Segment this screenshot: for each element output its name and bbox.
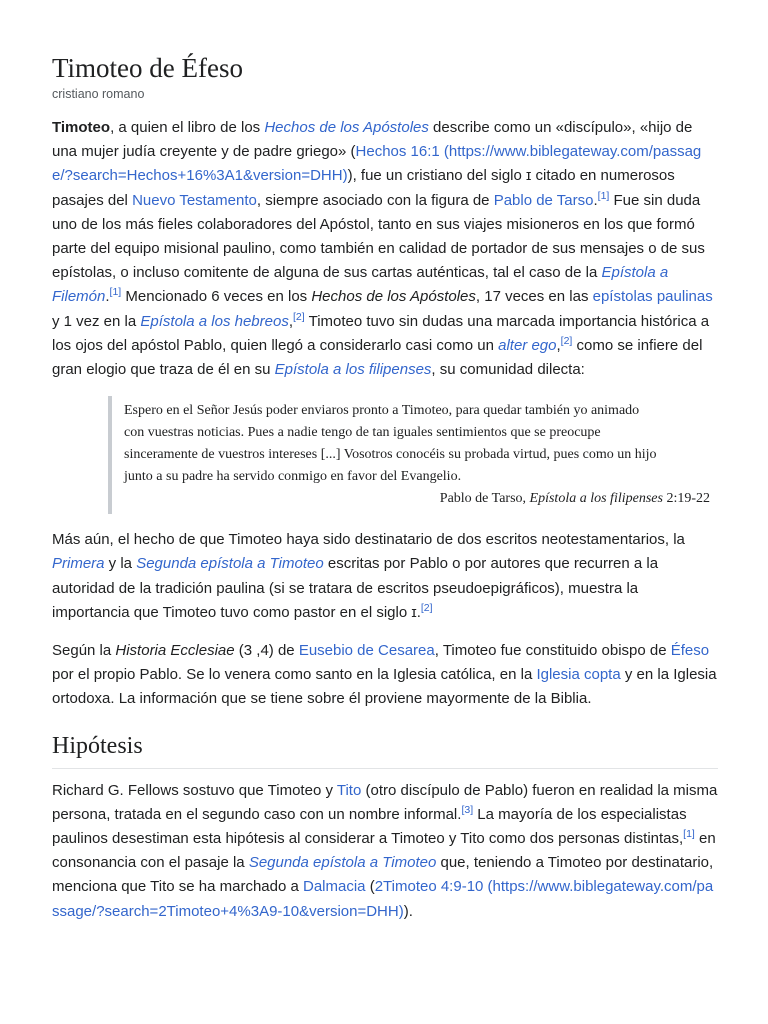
link-dalmacia[interactable]: Dalmacia: [303, 878, 366, 896]
article: [52, 52, 718, 924]
link-hechos-apostoles[interactable]: Hechos de los Apóstoles: [264, 119, 429, 136]
ref-1[interactable]: [1]: [683, 828, 695, 841]
link-epistola-filemon[interactable]: Epístola a Filemón: [52, 264, 669, 306]
link-epistola-filipenses[interactable]: Epístola a los filipenses: [274, 361, 432, 379]
page-subtitle: cristiano romano: [52, 87, 145, 101]
paragraph-obispo: Según la Historia Ecclesiae (3 ,4) de Eusebio de Cesarea, Timoteo fue constituido obispo de Éfeso por el propio Pablo. Se lo venera como santo en la Iglesia católica, en la Iglesia copta y en la Iglesia ortodoxa. La información que se tiene sobre él proviene mayormente de la Biblia.: [52, 642, 717, 708]
paragraph-epistolas: Más aún, el hecho de que Timoteo haya sido destinatario de dos escritos neotestamentarios, la Primera y la Segunda epístola a Timoteo escritas por Pablo o por autores que recurren a la autoridad de la tradición paulina (si se tratara de escritos pseudoepigráficos), muestra la importancia que Timoteo tuvo como pastor en el siglo ɪ.[2]: [52, 531, 685, 621]
ref-1[interactable]: [1]: [597, 189, 610, 202]
link-iglesia-copta[interactable]: Iglesia copta: [536, 666, 621, 684]
intro-paragraph: Timoteo, a quien el libro de los Hechos de los Apóstoles describe como un «discípulo», «hijo de una mujer judía creyente y de padre griego» (Hechos 16:1 (https://www.biblegateway.com/passage/?search=Hechos+16%3A1&version=DHH)), fue un cristiano del siglo ɪ citado en numerosos pasajes del Nuevo Testamento, siempre asociado con la figura de Pablo de Tarso.[1] Fue sin duda uno de los más fieles colaboradores del Apóstol, tanto en sus viajes misioneros en los que formó parte del equipo misional paulino, como también en calidad de portador de sus mensajes o de sus epístolas, o incluso comitente de alguna de sus cartas auténticas, tal el caso de la Epístola a Filemón.[1] Mencionado 6 veces en los Hechos de los Apóstoles, 17 veces en las epístolas paulinas y 1 vez en la Epístola a los hebreos,[2] Timoteo tuvo sin dudas una marcada importancia histórica a los ojos del apóstol Pablo, quien llegó a considerarlo casi como un alter ego,[2] como se infiere del gran elogio que traza de él en su Epístola a los filipenses, su comunidad dilecta:: [52, 119, 713, 379]
ref-1[interactable]: [1]: [109, 286, 122, 299]
subject-name: Timoteo: [52, 119, 111, 136]
section-heading-hipotesis: Hipótesis: [52, 730, 718, 769]
paragraph-hipotesis: Richard G. Fellows sostuvo que Timoteo y Tito (otro discípulo de Pablo) fueron en realidad la misma persona, tratada en el segundo caso con un nombre informal.[3] La mayoría de los especialistas paulinos desestiman esta hipótesis al considerar a Timoteo y Tito como dos personas distintas,[1] en consonancia con el pasaje la Segunda epístola a Timoteo que, teniendo a Timoteo por destinatario, menciona que Tito se ha marchado a Dalmacia (2Timoteo 4:9-10 (https://www.biblegateway.com/passage/?search=2Timoteo+4%3A9-10&version=DHH)).: [52, 781, 718, 920]
quote-citation: Pablo de Tarso, Epístola a los filipenses 2:19-22: [439, 491, 710, 507]
link-epistolas-paulinas[interactable]: epístolas paulinas: [592, 288, 713, 306]
link-eusebio[interactable]: Eusebio de Cesarea: [298, 642, 435, 660]
quote-block: [108, 396, 718, 514]
link-efeso[interactable]: Éfeso: [670, 642, 710, 660]
ref-3[interactable]: [3]: [461, 803, 474, 816]
quote-text: Espero en el Señor Jesús poder enviaros pronto a Timoteo, para quedar también yo animado con vuestras noticias. Pues a nadie tengo de tan iguales sentimientos que se preocupe sinceramente de vuestros intereses [...] Vosotros conocéis su probada virtud, pues como un hijo junto a su padre ha servido conmigo en favor del Evangelio.: [124, 403, 657, 485]
link-nuevo-testamento[interactable]: Nuevo Testamento: [132, 191, 257, 209]
link-primera-epistola[interactable]: Primera: [52, 555, 105, 573]
link-epistola-hebreos[interactable]: Epístola a los hebreos: [140, 312, 289, 330]
ref-2[interactable]: [2]: [560, 334, 573, 347]
link-segunda-epistola[interactable]: Segunda epístola a Timoteo: [136, 555, 324, 573]
ref-2[interactable]: [2]: [420, 601, 433, 614]
ref-2[interactable]: [2]: [293, 310, 305, 323]
page-title: Timoteo de Éfeso: [52, 53, 243, 83]
link-segunda-epistola[interactable]: Segunda epístola a Timoteo: [248, 854, 437, 872]
link-hechos-16-1[interactable]: Hechos 16:1 (https://www.biblegateway.com/passage/?search=Hechos+16%3A1&version=DHH): [52, 143, 702, 185]
link-tito[interactable]: Tito: [336, 781, 362, 799]
link-pablo-de-tarso[interactable]: Pablo de Tarso: [493, 191, 594, 209]
link-alter-ego[interactable]: alter ego: [498, 336, 557, 354]
link-2timoteo-4-9-10[interactable]: 2Timoteo 4:9-10 (https://www.biblegateway.com/passage/?search=2Timoteo+4%3A9-10&version=DHH): [52, 878, 714, 920]
